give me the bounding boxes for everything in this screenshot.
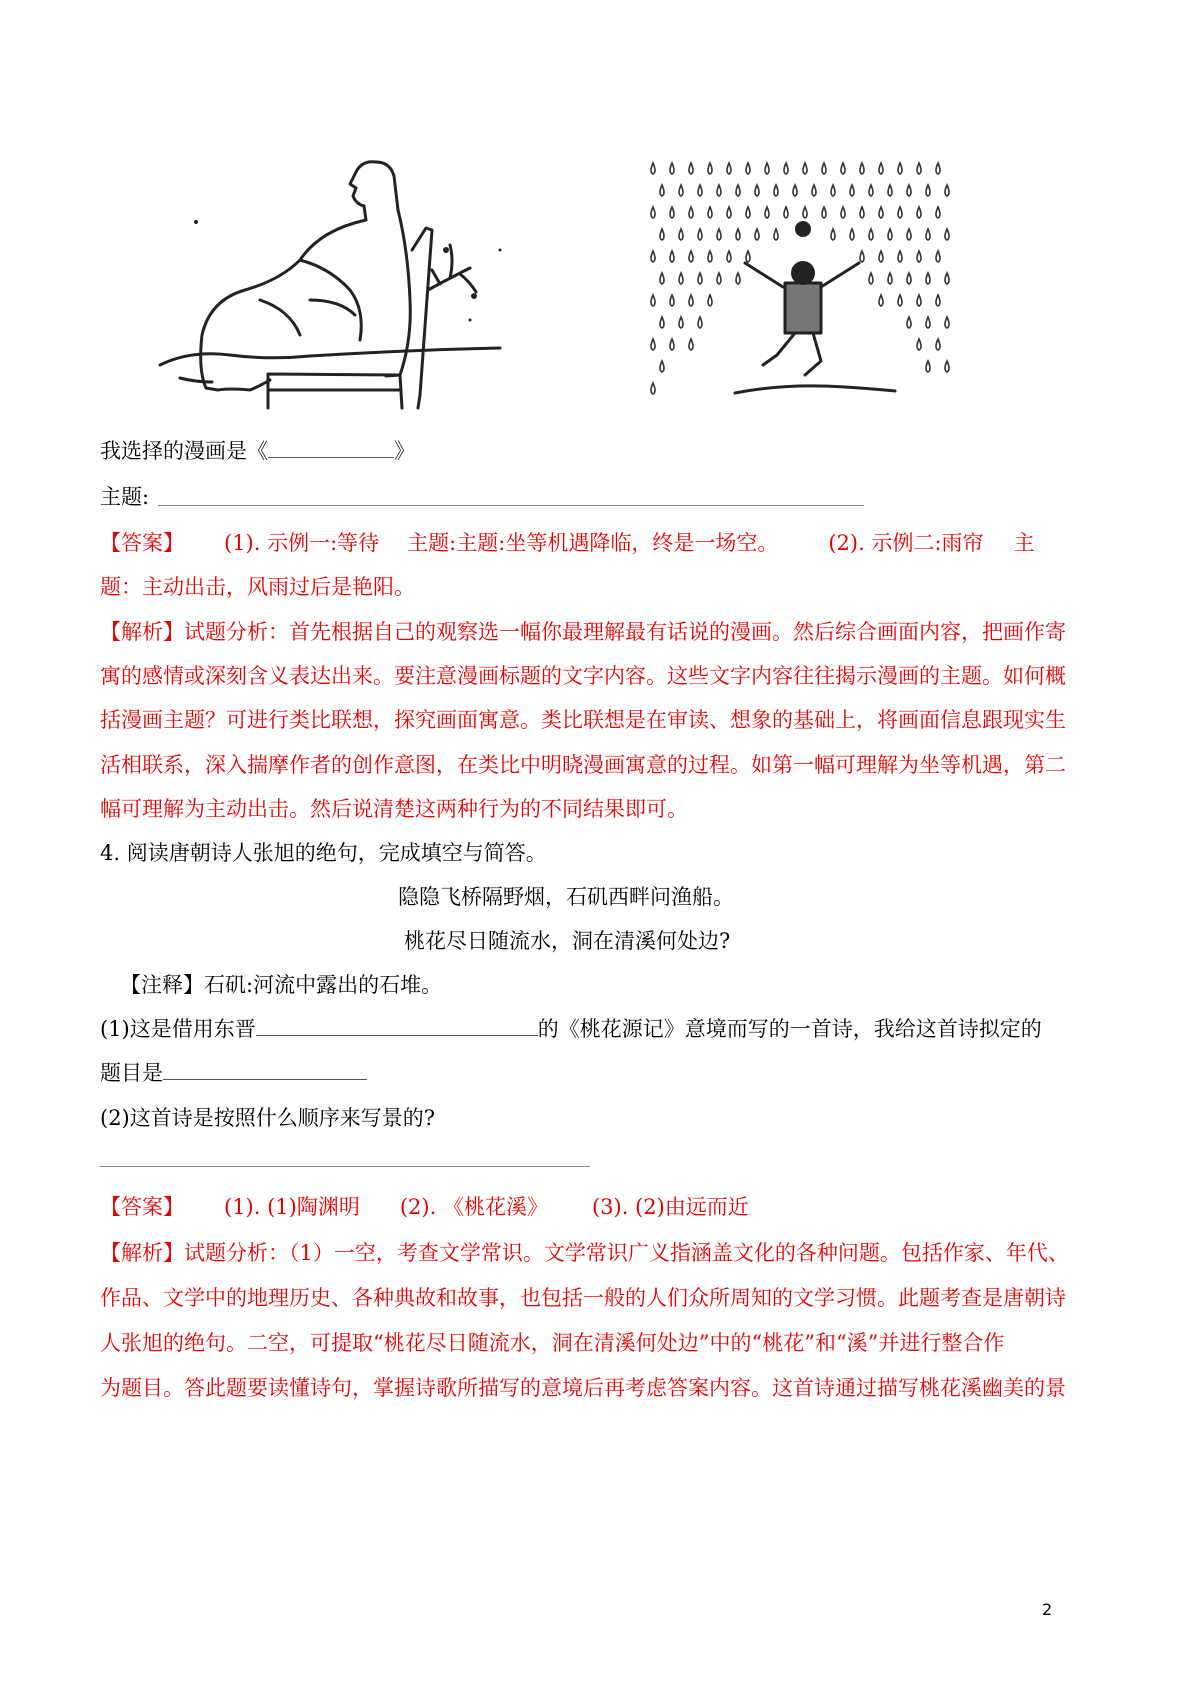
analysis1-line3: 括漫画主题？可进行类比联想，探究画面寓意。类比联想是在审读、想象的基础上，将画面信息跟现实生 (100, 708, 1066, 732)
comic-waiting-image (150, 150, 520, 415)
choice-prefix: 我选择的漫画是《 (100, 439, 268, 463)
theme-label: 主题: (100, 485, 150, 509)
poem-line2: 桃花尽日随流水，洞在清溪何处边? (404, 929, 731, 953)
comic-choice-blank[interactable] (268, 437, 394, 458)
analysis1-line1 (100, 617, 1066, 647)
question4-sub2: (2)这首诗是按照什么顺序来写景的? (100, 1106, 436, 1130)
analysis2-line1 (100, 1238, 1069, 1268)
answer2-tag: 【答案】 (100, 1195, 184, 1219)
poem-note: 【注释】石矶:河流中露出的石堆。 (120, 973, 443, 997)
choice-suffix: 》 (394, 439, 415, 463)
sub1-text-a: (1)这是借用东晋 (100, 1017, 256, 1041)
answer1-item1: (1). 示例一:等待 (224, 531, 380, 555)
sub1-text-b: 的《桃花源记》意境而写的一首诗，我给这首诗拟定的 (537, 1017, 1042, 1041)
answer1-tag: 【答案】 (100, 531, 184, 555)
comic-choice-line (100, 436, 415, 466)
answer2-item2: (2). 《桃花溪》 (399, 1195, 548, 1219)
question4-sub1-cont (100, 1058, 367, 1088)
analysis1-line5: 幅可理解为主动出击。然后说清楚这两种行为的不同结果即可。 (100, 797, 688, 821)
analysis2-text: 试题分析：（1）一空，考查文学常识。文学常识广义指涵盖文化的各种问题。包括作家、年代、 (184, 1241, 1069, 1265)
analysis2-line4: 为题目。答此题要读懂诗句，掌握诗歌所描写的意境后再考虑答案内容。这首诗通过描写桃花溪幽美的景 (100, 1376, 1066, 1400)
answer1-item1-theme: 主题:主题:坐等机遇降临，终是一场空。 (407, 531, 779, 555)
answer2-item3: (3). (2)由远而近 (591, 1195, 749, 1219)
analysis1-line4: 活相联系，深入揣摩作者的创作意图，在类比中明晓漫画寓意的过程。如第一幅可理解为坐等机遇，第二 (100, 753, 1066, 777)
answer1-line1 (100, 528, 1035, 558)
analysis1-tag: 【解析】 (100, 620, 184, 644)
answer2-item1: (1). (1)陶渊明 (224, 1195, 360, 1219)
sub2-answer-line[interactable] (100, 1166, 590, 1167)
analysis1-line2: 寓的感情或深刻含义表达出来。要注意漫画标题的文字内容。这些文字内容往往揭示漫画的主题。如何概 (100, 664, 1066, 688)
question4-sub1 (100, 1014, 1042, 1044)
analysis2-line2: 作品、文学中的地理历史、各种典故和故事，也包括一般的人们众所周知的文学习惯。此题考查是唐朝诗 (100, 1286, 1066, 1310)
poem-line1: 隐隐飞桥隔野烟，石矶西畔问渔船。 (398, 885, 734, 909)
answer1-line2: 题：主动出击，风雨过后是艳阳。 (100, 575, 415, 599)
comic-rain-curtain-image (645, 155, 965, 410)
author-blank[interactable] (256, 1015, 538, 1036)
analysis2-tag: 【解析】 (100, 1241, 184, 1265)
answer1-item2-theme: 主 (1013, 531, 1035, 555)
analysis2-line3: 人张旭的绝句。二空，可提取“桃花尽日随流水，洞在清溪何处边”中的“桃花”和“溪”并进行整合作 (100, 1331, 1005, 1355)
sub1-text-c: 题目是 (100, 1061, 163, 1085)
title-blank[interactable] (163, 1059, 367, 1080)
question4-stem: 4. 阅读唐朝诗人张旭的绝句，完成填空与简答。 (100, 841, 547, 865)
page-number: 2 (1042, 1600, 1053, 1619)
answer2-line (100, 1192, 749, 1222)
theme-answer-line[interactable] (158, 505, 864, 506)
answer1-item2: (2). 示例二:雨帘 (828, 531, 984, 555)
analysis1-text: 试题分析：首先根据自己的观察选一幅你最理解最有话说的漫画。然后综合画面内容，把画作寄 (184, 620, 1066, 644)
